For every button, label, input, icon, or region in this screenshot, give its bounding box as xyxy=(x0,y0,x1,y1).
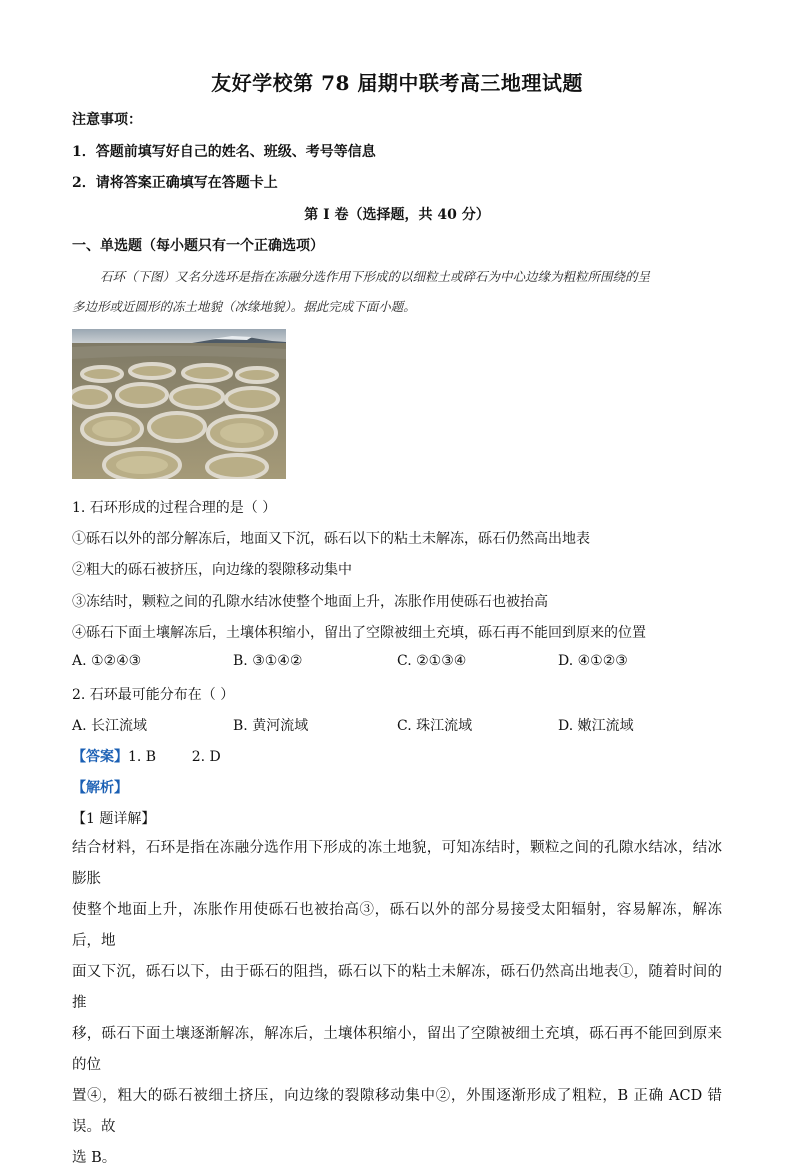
q2-option-c: C. 珠江流域 xyxy=(397,718,473,734)
material-line-1: 石环（下图）又名分选环是指在冻融分选作用下形成的以细粒土或碎石为中心边缘为粗粒所围绕的呈 xyxy=(100,269,651,284)
explanation-line: 结合材料，石环是指在冻融分选作用下形成的冻土地貌，可知冻结时，颗粒之间的孔隙水结冰，结冰膨胀 xyxy=(72,840,722,887)
q1-statement-1: ①砾石以外的部分解冻后，地面又下沉，砾石以下的粘土未解冻，砾石仍然高出地表 xyxy=(72,531,590,547)
answer-line xyxy=(72,746,221,766)
answer-text: 1. B 2. D xyxy=(128,749,221,765)
q2-stem: 2. 石环最可能分布在（ ） xyxy=(72,687,235,703)
q2-option-a: A. 长江流域 xyxy=(72,718,148,734)
detail-tag: 【1 题详解】 xyxy=(72,811,156,827)
explanation-line: 使整个地面上升，冻胀作用使砾石也被抬高③，砾石以外的部分易接受太阳辐射，容易解冻，解冻后，地 xyxy=(72,902,722,949)
section-heading: 一、单选题（每小题只有一个正确选项） xyxy=(72,238,324,254)
explanation-line: 置④，粗大的砾石被细土挤压，向边缘的裂隙移动集中②，外围逐渐形成了粗粒，B 正确 ACD 错误。故 xyxy=(72,1088,722,1135)
q1-option-c: C. ②①③④ xyxy=(397,653,467,669)
analysis-tag: 【解析】 xyxy=(72,780,128,796)
q1-statement-2: ②粗大的砾石被挤压，向边缘的裂隙移动集中 xyxy=(72,562,352,578)
q1-stem: 1. 石环形成的过程合理的是（ ） xyxy=(72,500,277,516)
q1-option-a: A. ①②④③ xyxy=(72,653,142,669)
notice-item-2: 2．请将答案正确填写在答题卡上 xyxy=(72,175,278,191)
q1-option-d: D. ④①②③ xyxy=(558,653,628,669)
volume-heading: 第 I 卷（选择题，共 40 分） xyxy=(304,207,490,223)
q1-option-b: B. ③①④② xyxy=(233,653,303,669)
q1-statement-4: ④砾石下面土壤解冻后，土壤体积缩小，留出了空隙被细土充填，砾石再不能回到原来的位置 xyxy=(72,625,646,641)
notice-item-1: 1．答题前填写好自己的姓名、班级、考号等信息 xyxy=(72,144,376,160)
q2-option-b: B. 黄河流域 xyxy=(233,718,309,734)
notice-heading: 注意事项： xyxy=(72,112,142,128)
stone-ring-photo xyxy=(72,329,286,479)
page-title: 友好学校第 78 届期中联考高三地理试题 xyxy=(211,71,583,95)
answer-tag: 【答案】 xyxy=(72,749,128,765)
explanation-line: 选 B。 xyxy=(72,1150,117,1166)
q2-option-d: D. 嫩江流域 xyxy=(558,718,634,734)
explanation-line: 移，砾石下面土壤逐渐解冻，解冻后，土壤体积缩小，留出了空隙被细土充填，砾石再不能回到原来的位 xyxy=(72,1026,722,1073)
q1-statement-3: ③冻结时，颗粒之间的孔隙水结冰使整个地面上升，冻胀作用使砾石也被抬高 xyxy=(72,594,548,610)
explanation-line: 面又下沉，砾石以下，由于砾石的阻挡，砾石以下的粘土未解冻，砾石仍然高出地表①，随着时间的推 xyxy=(72,964,722,1011)
material-line-2: 多边形或近圆形的冻土地貌（冰缘地貌）。据此完成下面小题。 xyxy=(72,299,416,314)
